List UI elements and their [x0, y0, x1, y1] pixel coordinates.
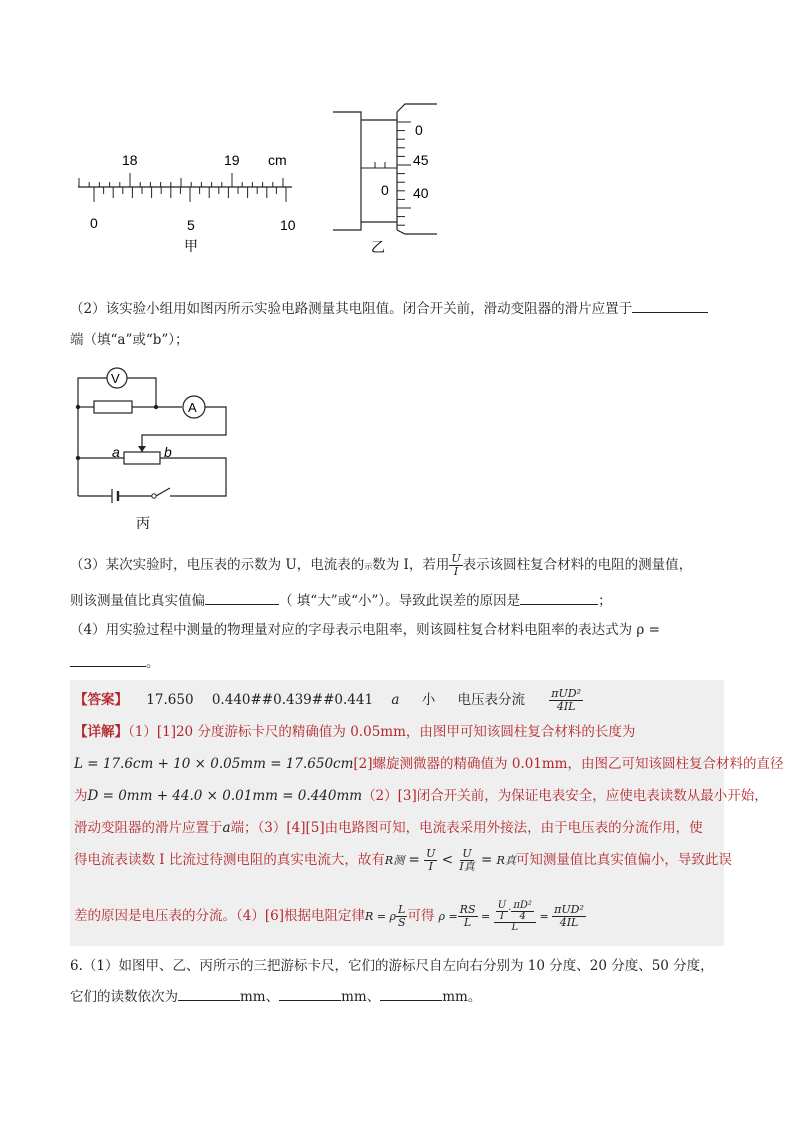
detail-resistance-law: [364, 903, 408, 929]
detail-line-1: [74, 722, 635, 742]
circuit-figure: [70, 360, 240, 540]
detail-r-meas: R测: [384, 854, 405, 867]
q6-unit-3: mm: [442, 989, 468, 1005]
detail-text-4b: 端；（3）[4][5]由电路图可知，电流表采用外接法，由于电压表的分流作用，使: [230, 820, 703, 836]
detail-l2: L: [463, 916, 472, 929]
answer-line: [74, 687, 583, 713]
answer-rho-num: πUD²: [551, 687, 582, 700]
detail-frac-u-i: [424, 848, 437, 873]
answer-item-4: 小: [421, 692, 436, 708]
q6-blank-3[interactable]: [380, 986, 442, 1001]
answer-label: 【答案】: [74, 692, 128, 708]
detail-text-3a: 为: [74, 788, 88, 804]
detail-r-rho: R = ρ: [364, 910, 396, 923]
q4-blank[interactable]: [70, 652, 146, 667]
q3-text-d: 则该测量值比真实值偏: [70, 593, 205, 609]
detail-result-num: πUD²: [554, 903, 584, 916]
detail-frac-compound: [494, 901, 536, 933]
detail-line-6: [74, 894, 586, 938]
detail-frac-l-s: [396, 904, 408, 929]
detail-rho-derivation: ρ = $\frac{RS}{L}$ = $\frac{U}{I}$ · $\frac{\text{πD²}}{4}$ L = $\frac{\text{πUD²}}{4IL}$: [438, 899, 584, 933]
detail-l: L: [398, 903, 406, 916]
detail-s: S: [397, 916, 406, 929]
thimble-label-45: 45: [413, 152, 429, 168]
q4-line1: （4）用实验过程中测量的物理量对应的字母表示电阻率，则该圆柱复合材料电阻率的表达式为 ρ =: [70, 622, 660, 638]
sleeve-label-0: 0: [381, 182, 389, 198]
detail-frac-result: [552, 904, 586, 929]
thimble-label-40: 40: [413, 185, 429, 201]
q6-sep-2: 、: [366, 989, 381, 1005]
q3-text-f: ；: [598, 593, 612, 609]
figure-caption-jia: 甲: [184, 238, 198, 254]
q6-end: 。: [467, 989, 482, 1005]
micrometer-figure: [325, 100, 445, 260]
detail-text-5b: 可知测量值比真实值偏小，导致此误: [515, 852, 732, 868]
q3-text-c: 表示该圆柱复合材料的电阻的测量值，: [462, 557, 693, 573]
q6-blank-1[interactable]: [178, 986, 240, 1001]
detail-text-5a: 得电流表读数 I 比流过待测电阻的真实电流大，故有: [74, 852, 385, 868]
thimble-label-0: 0: [415, 122, 423, 138]
q2-line2: 端（填“a”或“b”）；: [70, 332, 189, 348]
q3-blank-2[interactable]: [520, 590, 598, 605]
answer-rho-den: 4IL: [556, 700, 576, 713]
answer-item-1: 17.650: [146, 692, 194, 708]
q6-text: 它们的读数依次为: [70, 989, 178, 1005]
q6-unit-2: mm: [341, 989, 367, 1005]
detail-text-6b: 可得: [407, 908, 435, 924]
detail-i3: I: [499, 910, 504, 922]
q3-line1: [70, 552, 692, 578]
q6-sep-1: 、: [265, 989, 280, 1005]
detail-text-6a: 差的原因是电压表的分流。（4）[6]根据电阻定律: [74, 908, 365, 924]
main-label-cm: cm: [268, 152, 287, 168]
detail-line-4: [74, 818, 703, 838]
answer-item-5: 电压表分流: [457, 692, 525, 708]
vernier-caliper-figure: [70, 140, 310, 260]
detail-pid2: πD²: [513, 899, 532, 911]
detail-u1: U: [426, 847, 436, 860]
detail-line-3: [74, 786, 768, 806]
detail-result-den: 4IL: [559, 916, 579, 929]
q2-line1: [70, 298, 708, 319]
q6-blank-2[interactable]: [279, 986, 341, 1001]
detail-text-1: （1）[1]20 分度游标卡尺的精确值为 0.05mm，由图甲可知该圆柱复合材料的长度为: [128, 724, 636, 740]
detail-l3: L: [511, 921, 519, 933]
figure-caption-bing: 丙: [136, 515, 150, 531]
q3-text-small: 示: [364, 562, 373, 571]
q3-frac-den: I: [453, 565, 459, 578]
q3-blank-1[interactable]: [205, 590, 279, 605]
detail-u3: U: [497, 899, 507, 911]
q3-text-a: （3）某次实验时，电压表的示数为 U，电流表的: [70, 557, 365, 573]
detail-math-diameter: D = 0mm + 44.0 × 0.01mm = 0.440mm: [87, 788, 363, 804]
detail-rs: RS: [459, 903, 476, 916]
vernier-label-10: 10: [280, 217, 296, 233]
vernier-label-0: 0: [90, 215, 98, 231]
q6-line1: 6.（1）如图甲、乙、丙所示的三把游标卡尺，它们的游标尺自左向右分别为 10 分度、20 分度、50 分度，: [70, 958, 714, 974]
q3-line2: [70, 590, 612, 611]
q4-end: 。: [146, 655, 160, 671]
detail-i2: I真: [459, 860, 475, 873]
main-label-19: 19: [224, 152, 240, 168]
slider-label-a: a: [112, 444, 120, 460]
detail-frac-pid2-4: [511, 901, 534, 922]
detail-math-length: L = 17.6cm + 10 × 0.05mm = 17.650cm: [74, 756, 354, 772]
detail-compound-num: $\frac{U}{I}$ · $\frac{\text{πD²}}{4}$: [494, 901, 536, 923]
detail-rho-eq: ρ =: [438, 910, 458, 923]
detail-inequality: R测 = $\frac{U}{I}$ < $\frac{U}{\text{I真}}$ = R真: [384, 847, 516, 873]
detail-frac-rs-l: [458, 904, 478, 929]
detail-text-3b: （2）[3]闭合开关前，为保证电表安全，应使电表读数从最小开始，: [362, 788, 768, 804]
detail-text-2: [2]螺旋测微器的精确值为 0.01mm，由图乙可知该圆柱复合材料的直径: [353, 756, 784, 772]
detail-label: 【详解】: [74, 724, 128, 740]
detail-r-true: R真: [496, 854, 516, 867]
detail-line-2: [74, 754, 783, 774]
answer-item-2: 0.440##0.439##0.441: [211, 692, 374, 708]
detail-u2: U: [462, 847, 472, 860]
q3-fraction: [449, 553, 462, 578]
detail-text-4a: 滑动变阻器的滑片应置于: [74, 820, 223, 836]
detail-i1: I: [428, 860, 433, 873]
q6-line2: [70, 986, 481, 1007]
answer-rho-fraction: [549, 688, 583, 713]
detail-var-a: a: [222, 820, 231, 836]
voltmeter-label: V: [111, 371, 120, 386]
figure-caption-yi: 乙: [371, 239, 385, 255]
ammeter-label: A: [188, 400, 197, 415]
detail-frac-u-i-small: [496, 901, 508, 922]
q2-blank[interactable]: [632, 298, 708, 313]
detail-line-5: [74, 844, 732, 876]
answer-item-3: a: [391, 692, 400, 708]
vernier-label-5: 5: [187, 217, 195, 233]
q3-text-b: 数为 I，若用: [372, 557, 450, 573]
detail-four: 4: [519, 910, 526, 922]
q3-frac-num: U: [451, 552, 461, 565]
main-label-18: 18: [122, 152, 138, 168]
q6-unit-1: mm: [240, 989, 266, 1005]
q2-text: （2）该实验小组用如图丙所示实验电路测量其电阻值。闭合开关前，滑动变阻器的滑片应置于: [70, 301, 633, 317]
slider-label-b: b: [164, 444, 172, 460]
detail-frac-u-itrue: [457, 848, 476, 873]
q3-text-e: （ 填“大”或“小”）。导致此误差的原因是: [279, 593, 521, 609]
q4-line2: [70, 652, 160, 673]
